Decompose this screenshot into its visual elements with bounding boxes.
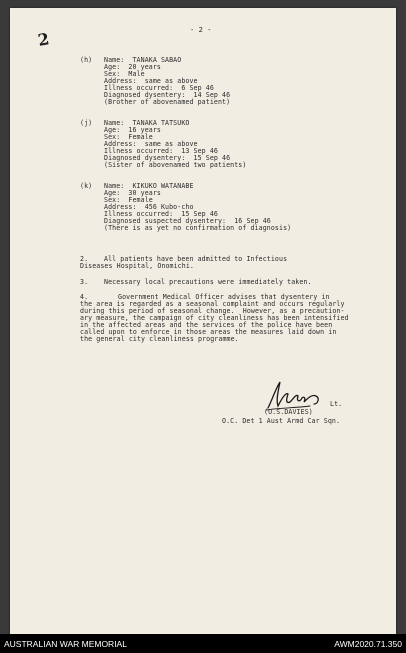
entry-label: (k): [80, 182, 93, 190]
signature-title: O.C. Det 1 Aust Armd Car Sqn.: [222, 417, 341, 425]
entry-line: (There is as yet no confirmation of diagnosis): [104, 224, 292, 232]
entry-line: Age: 20 years: [104, 63, 161, 71]
entry-line: Address: 456 Kubo-cho: [104, 203, 194, 211]
entry-line: Sex: Female: [104, 196, 153, 204]
entry-line: Illness occurred: 6 Sep 46: [104, 84, 214, 92]
signature-rank: Lt.: [330, 400, 343, 408]
entry-line: Sex: Male: [104, 70, 145, 78]
entry-line: Name: TANAKA TATSUKO: [104, 119, 190, 127]
paragraph-line: the general city cleanliness programme.: [80, 335, 239, 343]
paragraph-number: 3.: [80, 278, 89, 286]
entry-line: Illness occurred: 13 Sep 46: [104, 147, 218, 155]
entry-line: Diagnosed dysentery: 15 Sep 46: [104, 154, 231, 162]
paragraph-line: All patients have been admitted to Infectious: [104, 255, 288, 263]
entry-line: (Sister of abovenamed two patients): [104, 161, 247, 169]
entry-line: Name: TANAKA SABAO: [104, 56, 182, 64]
entry-line: Address: same as above: [104, 140, 198, 148]
paragraph-line: Government Medical Officer advises that dysentery in: [118, 293, 330, 301]
entry-label: (j): [80, 119, 93, 127]
archive-name: AUSTRALIAN WAR MEMORIAL: [4, 639, 127, 649]
entry-label: (h): [80, 56, 93, 64]
archive-reference: AWM2020.71.350: [334, 639, 402, 649]
entry-line: Age: 16 years: [104, 126, 161, 134]
paragraph-line: ary measure, the campaign of city cleanliness has been intensified: [80, 314, 349, 322]
paragraph-number: 2.: [80, 255, 89, 263]
paragraph-line: during this period of seasonal change. However, as a precaution-: [80, 307, 345, 315]
page-number: - 2 -: [190, 26, 212, 34]
entry-line: Diagnosed suspected dysentery: 16 Sep 46: [104, 217, 271, 225]
paragraph-number: 4.: [80, 293, 89, 301]
entry-line: Diagnosed dysentery: 14 Sep 46: [104, 91, 231, 99]
paragraph-line: called upon to enforce in those areas the measures laid down in: [80, 328, 337, 336]
paragraph-line: Necessary local precautions were immediately taken.: [104, 278, 312, 286]
entry-line: Illness occurred: 15 Sep 46: [104, 210, 218, 218]
handwritten-mark: 2: [36, 29, 51, 50]
entry-line: Name: KIKUKO WATANABE: [104, 182, 194, 190]
entry-line: Address: same as above: [104, 77, 198, 85]
paragraph-line: in the affected areas and the services of the police have been: [80, 321, 333, 329]
entry-line: Age: 30 years: [104, 189, 161, 197]
entry-line: (Brother of abovenamed patient): [104, 98, 231, 106]
entry-line: Sex: Female: [104, 133, 153, 141]
paragraph-line: Diseases Hospital, Onomichi.: [80, 262, 194, 270]
archive-footer: [0, 634, 406, 653]
signature-name: (O.S.DAVIES): [264, 408, 313, 416]
paragraph-line: the area is regarded as a seasonal complaint and occurs regularly: [80, 300, 345, 308]
